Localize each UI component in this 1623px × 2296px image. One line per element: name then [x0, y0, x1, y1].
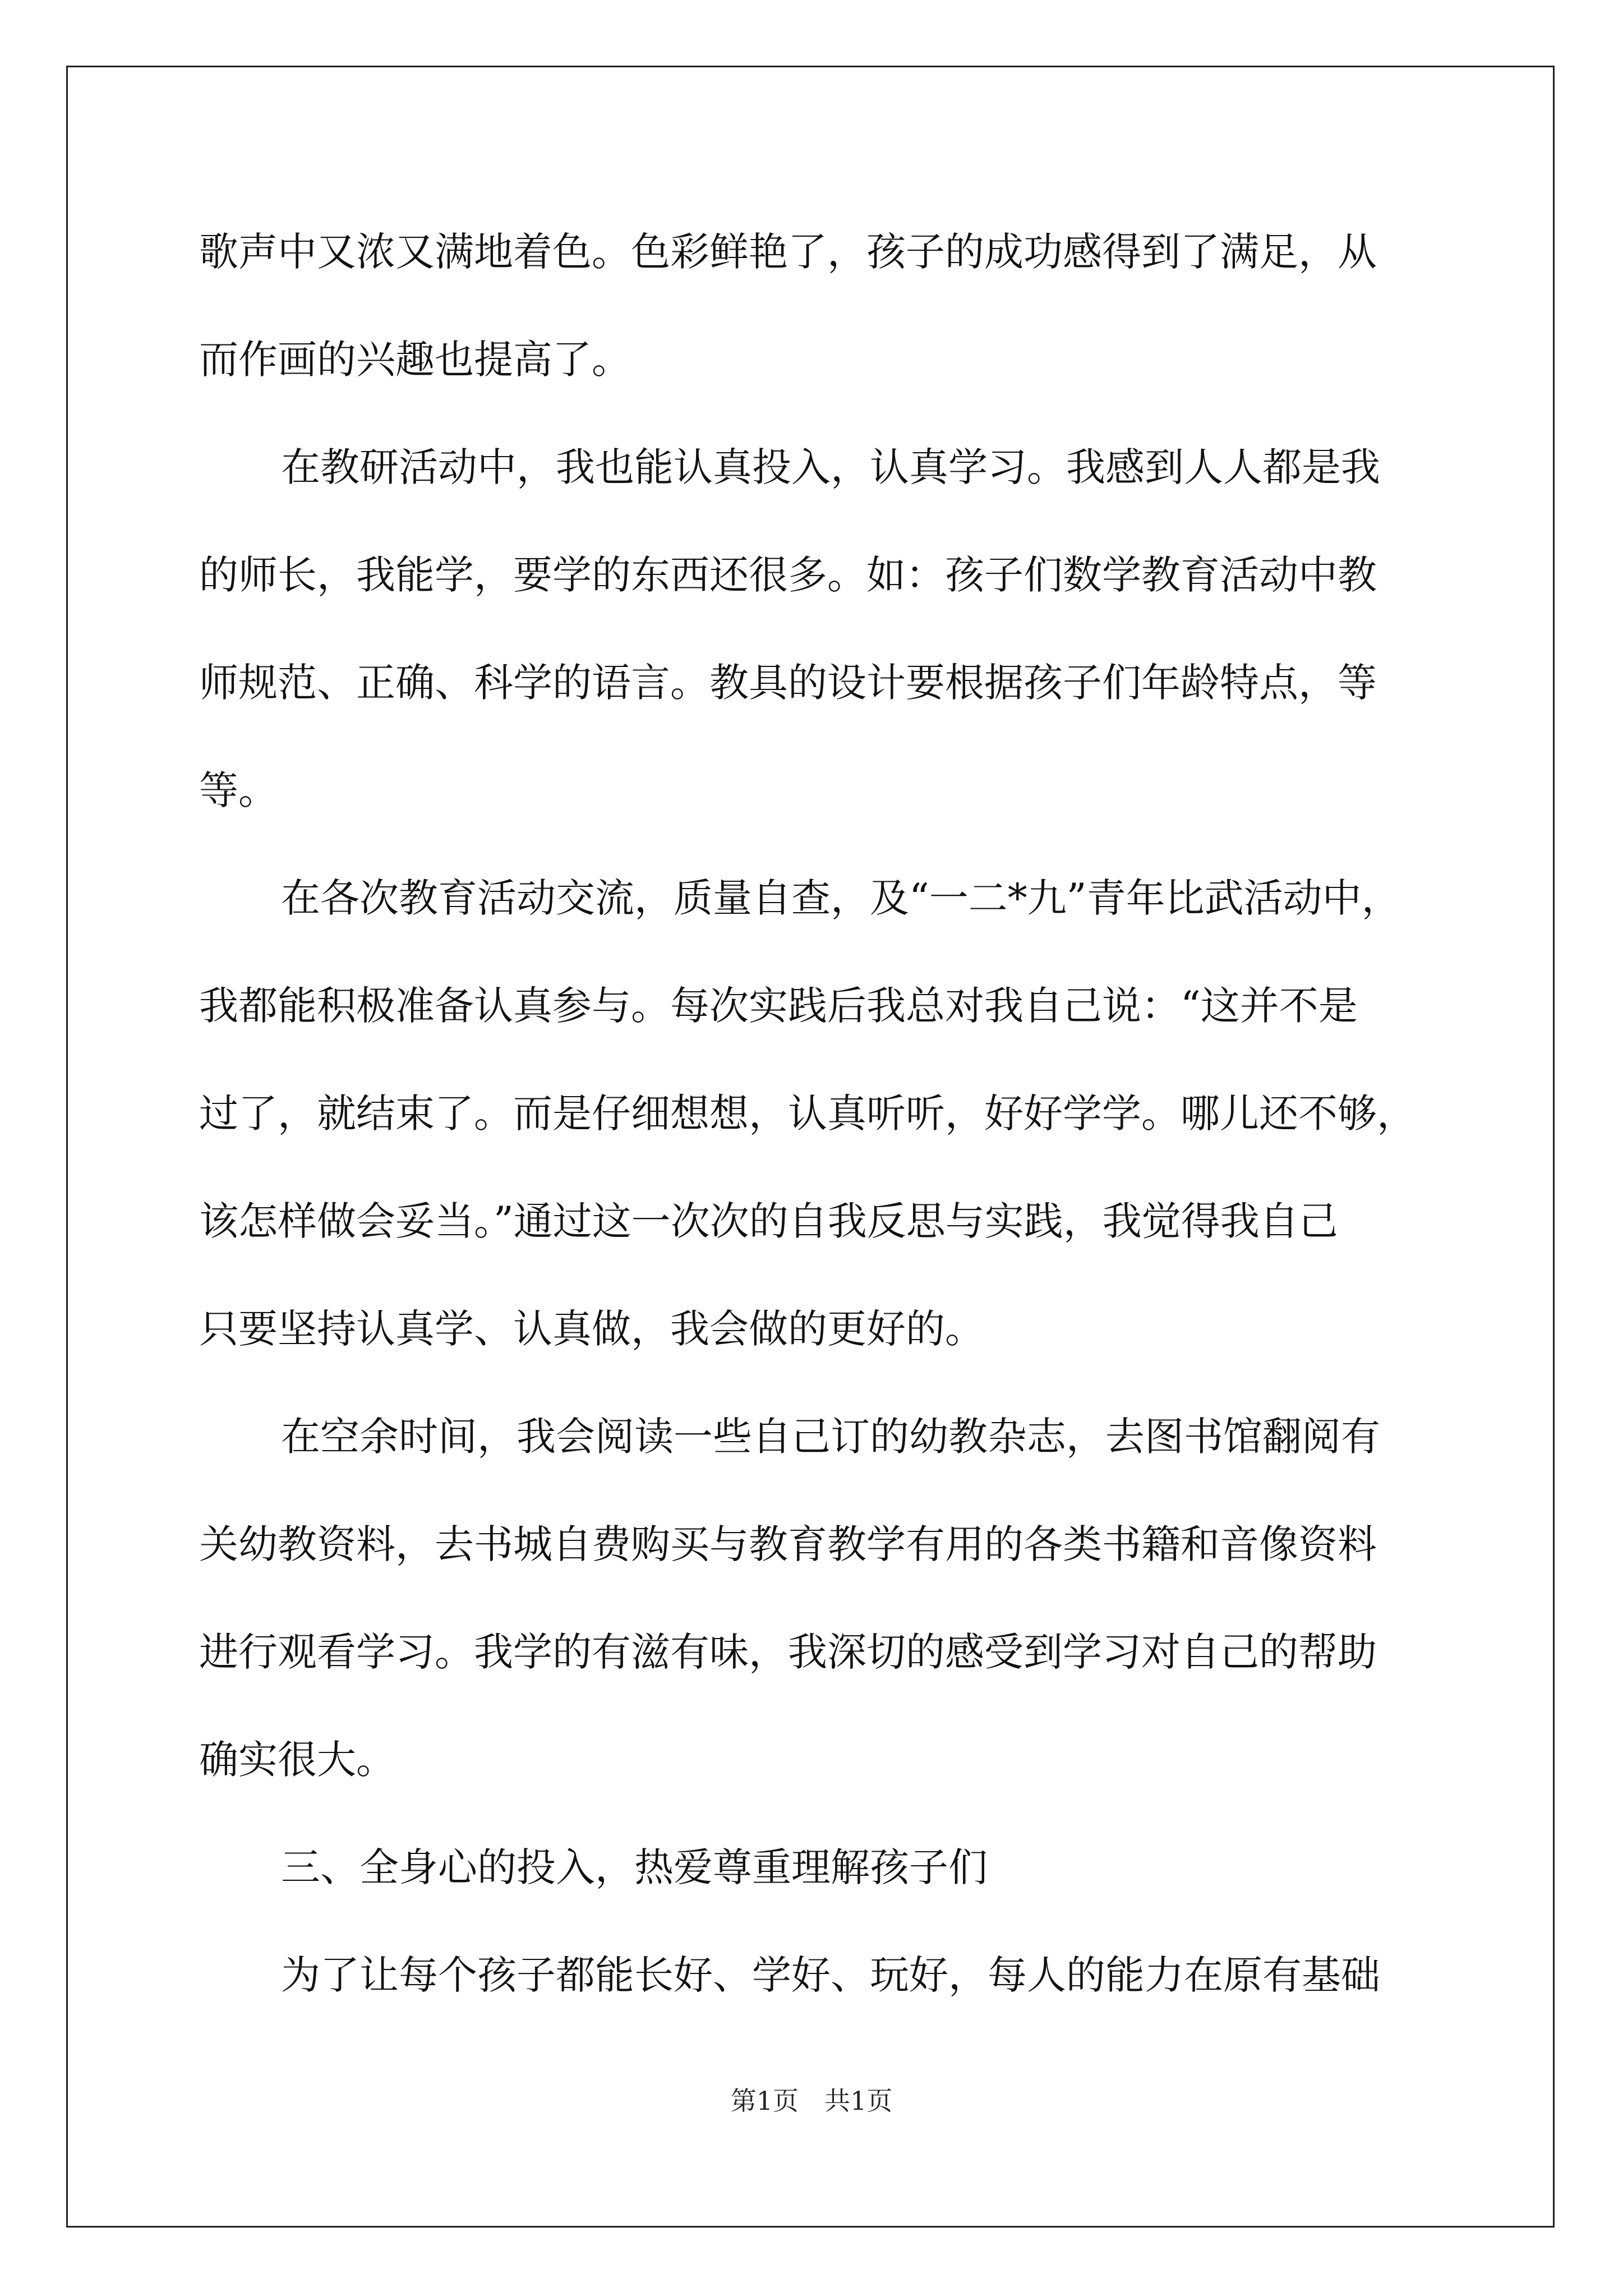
text-line: 我都能积极准备认真参与。每次实践后我总对我自己说：“这并不是	[199, 983, 1358, 1029]
page-footer: 第1页 共1页	[730, 2086, 893, 2116]
text-line: 过了，就结束了。而是仔细想想，认真听听，好好学学。哪儿还不够，	[199, 1091, 1416, 1137]
text-line: 而作画的兴趣也提高了。	[199, 337, 631, 383]
text-line: 师规范、正确、科学的语言。教具的设计要根据孩子们年龄特点，等	[199, 660, 1377, 706]
text-line: 只要坚持认真学、认真做，我会做的更好的。	[199, 1306, 984, 1352]
text-line: 关幼教资料，去书城自费购买与教育教学有用的各类书籍和音像资料	[199, 1521, 1377, 1567]
text-line: 进行观看学习。我学的有滋有味，我深切的感受到学习对自己的帮助	[199, 1629, 1377, 1675]
text-line: 歌声中又浓又满地着色。色彩鲜艳了，孩子的成功感得到了满足，从	[199, 229, 1377, 275]
paragraph-start-line: 为了让每个孩子都能长好、学好、玩好，每人的能力在原有基础	[281, 1952, 1380, 1998]
paragraph-start-line: 在各次教育活动交流，质量自查，及“一二*九”青年比武活动中，	[281, 875, 1401, 921]
page-border	[66, 66, 1555, 2228]
section-heading: 三、全身心的投入，热爱尊重理解孩子们	[281, 1844, 988, 1890]
text-line: 该怎样做会妥当。”通过这一次次的自我反思与实践，我觉得我自己	[199, 1198, 1338, 1244]
text-line: 的师长，我能学，要学的东西还很多。如：孩子们数学教育活动中教	[199, 552, 1377, 598]
paragraph-start-line: 在教研活动中，我也能认真投入，认真学习。我感到人人都是我	[281, 444, 1380, 490]
paragraph-start-line: 在空余时间，我会阅读一些自己订的幼教杂志，去图书馆翻阅有	[281, 1414, 1380, 1460]
text-line: 确实很大。	[199, 1737, 395, 1783]
text-line: 等。	[199, 767, 278, 813]
